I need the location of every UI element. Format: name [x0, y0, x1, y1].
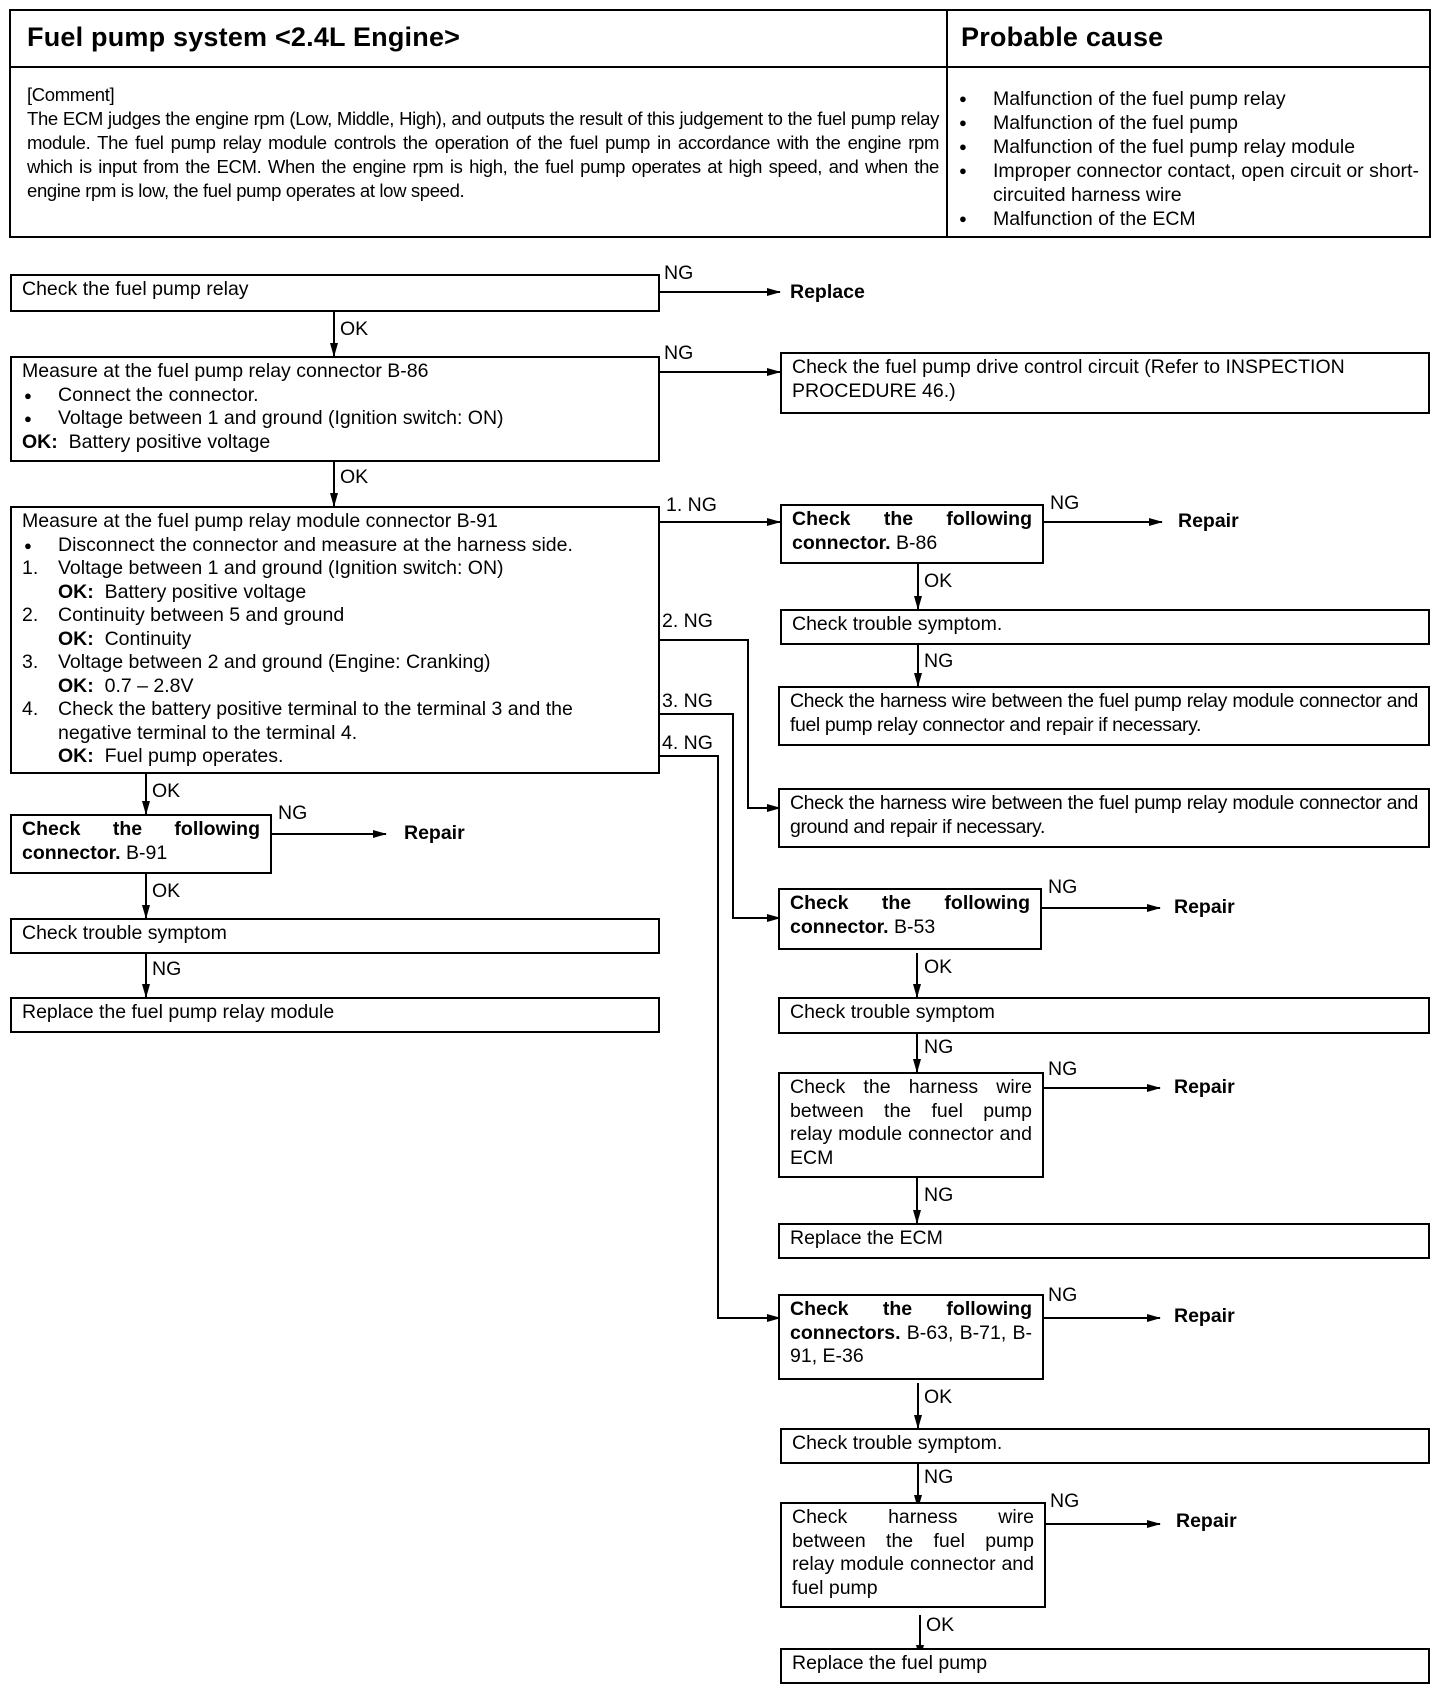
branch1-harness-box: [778, 686, 1430, 746]
ok-label: OK: [924, 956, 953, 978]
probable-cause-title: Probable cause: [961, 22, 1164, 52]
cause-item: ● Malfunction of the fuel pump relay module: [957, 135, 1427, 159]
ng-label: NG: [924, 650, 954, 672]
replace-relay-module-box: [10, 997, 660, 1033]
comment-label: [Comment]: [27, 84, 115, 105]
trouble-symptom-text: Check trouble symptom: [22, 922, 227, 944]
ng-label: NG: [924, 1036, 954, 1058]
branch4-harness-box: [780, 1502, 1046, 1608]
cause-item: ● Malfunction of the ECM: [957, 207, 1427, 231]
check-connector-b86-text: Check the following connector. B-86: [792, 508, 1032, 554]
ng-label: NG: [1048, 876, 1078, 898]
ng-label: NG: [664, 342, 694, 364]
measure-b86-bullet: ● Voltage between 1 and ground (Ignition switch: ON): [22, 407, 648, 431]
ng-label: NG: [1050, 1490, 1080, 1512]
branch4-harness-text: Check harness wire between the fuel pump relay module connector and fuel pump: [792, 1506, 1034, 1599]
cause-item: ● Improper connector contact, open circuit or short-circuited harness wire: [957, 159, 1427, 207]
replace-fuel-pump-text: Replace the fuel pump: [792, 1652, 988, 1674]
page-title: Fuel pump system <2.4L Engine>: [27, 22, 461, 52]
branch1-trouble-text: Check trouble symptom.: [792, 613, 1003, 635]
repair-action: Repair: [1174, 1305, 1235, 1327]
branch3-harness-text: Check the harness wire between the fuel pump relay module connector and ECM: [790, 1076, 1032, 1169]
check-connector-b53-text: Check the following connector. B-53: [790, 892, 1030, 938]
ng-label: NG: [1048, 1058, 1078, 1080]
ok-label: OK: [340, 466, 369, 488]
ng-label: NG: [924, 1184, 954, 1206]
measure-b91-title: Measure at the fuel pump relay module connector B-91: [22, 510, 498, 532]
measure-b91-bullet: ● Disconnect the connector and measure at the harness side.: [22, 534, 648, 558]
replace-ecm-text: Replace the ECM: [790, 1227, 943, 1249]
ng-label: NG: [1048, 1284, 1078, 1306]
ng-label: NG: [1050, 492, 1080, 514]
branch3-harness-box: [778, 1072, 1044, 1178]
ok-label: OK: [152, 780, 181, 802]
measure-b91-box: [10, 506, 660, 774]
measure-b86-bullet: ● Connect the connector.: [22, 384, 648, 408]
repair-action: Repair: [1178, 510, 1239, 532]
branch3-trouble-text: Check trouble symptom: [790, 1001, 995, 1023]
check-connector-b53-box: [778, 888, 1042, 950]
comment-text: The ECM judges the engine rpm (Low, Middle, High), and outputs the result of this judgement to the fuel pump relay module. The fuel pump relay module controls the operation of the fuel pump in accordance with the engine rpm which is input from the ECM. When the engine rpm is high, the fuel pump operates at high speed, and when the engine rpm is low, the fuel pump operates at low speed.: [27, 108, 939, 201]
drive-control-text: Check the fuel pump drive control circuit (Refer to INSPECTION PROCEDURE 46.): [792, 356, 1345, 402]
repair-action: Repair: [1176, 1510, 1237, 1532]
ng-branch-2-label: 2. NG: [662, 610, 713, 632]
cause-item: ● Malfunction of the fuel pump: [957, 111, 1427, 135]
ok-label: OK: [926, 1614, 955, 1636]
repair-action: Repair: [404, 822, 465, 844]
branch4-trouble-text: Check trouble symptom.: [792, 1432, 1003, 1454]
check-connector-b86-box: [780, 504, 1044, 564]
cause-item: ● Malfunction of the fuel pump relay: [957, 87, 1427, 111]
branch1-harness-text: Check the harness wire between the fuel pump relay module connector and fuel pump relay connector and repair if necessary.: [790, 690, 1418, 736]
measure-b91-step-3: 3. Voltage between 2 and ground (Engine: Cranking) OK: 0.7 – 2.8V: [22, 651, 491, 697]
branch3-trouble-box: [778, 997, 1430, 1034]
ng-branch-3-label: 3. NG: [662, 690, 713, 712]
ok-label: OK: [152, 880, 181, 902]
repair-action: Repair: [1174, 896, 1235, 918]
ok-label: OK: [924, 1386, 953, 1408]
measure-b91-step-1: 1. Voltage between 1 and ground (Ignition switch: ON) OK: Battery positive voltage: [22, 557, 504, 603]
measure-b91-step-2: 2. Continuity between 5 and ground OK: Continuity: [22, 604, 345, 650]
ng-label: NG: [278, 802, 308, 824]
ng-label: NG: [664, 262, 694, 284]
drive-control-box: [780, 352, 1430, 414]
measure-b86-title: Measure at the fuel pump relay connector B-86: [22, 360, 429, 382]
measure-b86-ok: OK: Battery positive voltage: [22, 430, 271, 453]
measure-b91-step-4: 4. Check the battery positive terminal to the terminal 3 and the negative terminal to the terminal 4. OK: Fuel pump operates.: [22, 698, 573, 767]
ng-branch-4-label: 4. NG: [662, 732, 713, 754]
ng-label: NG: [152, 958, 182, 980]
replace-ecm-box: [778, 1223, 1430, 1259]
replace-fuel-pump-box: [780, 1648, 1430, 1684]
replace-action: Replace: [790, 281, 865, 303]
branch2-harness-box: [778, 788, 1430, 848]
check-connectors-multi-text: Check the following connectors. B-63, B-71, B-91, E-36: [790, 1298, 1032, 1367]
ok-label: OK: [340, 318, 369, 340]
trouble-symptom-box: [10, 918, 660, 954]
check-connector-b91-text: Check the following connector. B-91: [22, 818, 260, 864]
repair-action: Repair: [1174, 1076, 1235, 1098]
ok-label: OK: [924, 570, 953, 592]
check-relay-text: Check the fuel pump relay: [22, 278, 249, 300]
branch1-trouble-box: [780, 609, 1430, 645]
check-relay-box: [10, 274, 660, 312]
branch4-trouble-box: [780, 1428, 1430, 1464]
check-connector-b91-box: [10, 814, 272, 874]
ng-branch-1-label: 1. NG: [666, 494, 717, 516]
branch2-harness-text: Check the harness wire between the fuel pump relay module connector and ground and repair if necessary.: [790, 792, 1418, 838]
replace-relay-module-text: Replace the fuel pump relay module: [22, 1001, 335, 1023]
check-connectors-multi-box: [778, 1294, 1044, 1380]
ng-label: NG: [924, 1466, 954, 1488]
measure-b86-box: [10, 356, 660, 462]
